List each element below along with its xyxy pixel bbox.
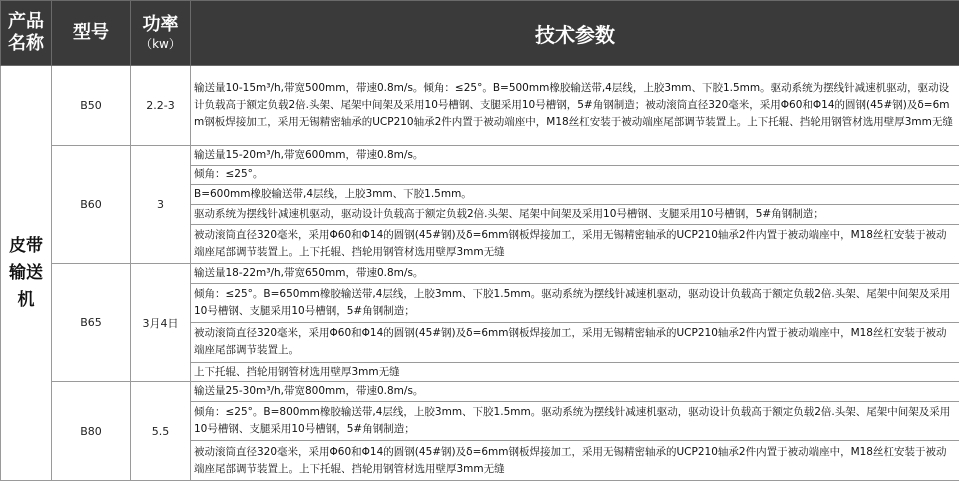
header-product-name: 产品 名称 (1, 1, 52, 66)
param-cell: 驱动系统为摆线针减速机驱动，驱动设计负载高于额定负载2倍.头架、尾架中间架及采用10号槽钢、支腿采用10号槽钢，5#角钢制造； (191, 204, 959, 224)
param-cell: 倾角：≤25°。 (191, 165, 959, 185)
table-row (1, 66, 959, 146)
header-power-unit: （kw） (140, 37, 181, 51)
header-row (1, 1, 959, 66)
power-cell: 2.2-3 (131, 66, 191, 146)
param-cell: 倾角：≤25°。B=800mm橡胶输送带,4层线，上胶3mm、下胶1.5mm。驱动系统为摆线针减速机驱动，驱动设计负载高于额定负载2倍.头架、尾架中间架及采用10号槽钢、支腿采用10号槽钢，5#角钢制造； (191, 402, 959, 441)
header-power: 功率 （kw） (131, 1, 191, 66)
table-row (1, 145, 959, 165)
category-belt-conveyor: 皮带 输送 机 (1, 66, 52, 481)
table-row (1, 382, 959, 402)
param-cell: 输送量25-30m³/h,带宽800mm，带速0.8m/s。 (191, 382, 959, 402)
param-cell: 上下托辊、挡轮用钢管材选用壁厚3mm无缝 (191, 362, 959, 382)
param-cell: 输送量15-20m³/h,带宽600mm，带速0.8m/s。 (191, 145, 959, 165)
header-tech-params: 技术参数 (191, 1, 959, 66)
model-cell: B80 (52, 382, 131, 481)
power-cell: 3月4日 (131, 264, 191, 382)
model-cell: B50 (52, 66, 131, 146)
power-cell: 3 (131, 145, 191, 263)
param-cell: 输送量18-22m³/h,带宽650mm，带速0.8m/s。 (191, 264, 959, 284)
model-cell: B65 (52, 264, 131, 382)
param-cell: 被动滚筒直径320毫米，采用Φ60和Φ14的圆钢(45#钢)及δ=6mm钢板焊接加工，采用无锡精密轴承的UCP210轴承2件内置于被动端座中，M18丝杠安装于被动端座尾部调节装置上。 (191, 323, 959, 362)
param-cell: 输送量10-15m³/h,带宽500mm，带速0.8m/s。倾角：≤25°。B=500mm橡胶输送带,4层线，上胶3mm、下胶1.5mm。驱动系统为摆线针减速机驱动，驱动设计负载高于额定负载2倍.头架、尾架中间架及采用10号槽钢、支腿采用10号槽钢，5#角钢制造；被动滚筒直径320毫米，采用Φ60和Φ14的圆钢(45#钢)及δ=6mm钢板焊接加工，采用无锡精密轴承的UCP210轴承2件内置于被动端座中，M18丝杠安装于被动端座尾部调节装置上。上下托辊、挡轮用钢管材选用壁厚3mm无缝 (191, 66, 959, 146)
power-cell: 5.5 (131, 382, 191, 481)
table-row (1, 264, 959, 284)
param-cell: B=600mm橡胶输送带,4层线，上胶3mm、下胶1.5mm。 (191, 185, 959, 205)
param-cell: 倾角：≤25°。B=650mm橡胶输送带,4层线，上胶3mm、下胶1.5mm。驱动系统为摆线针减速机驱动，驱动设计负载高于额定负载2倍.头架、尾架中间架及采用10号槽钢、支腿采用10号槽钢，5#角钢制造； (191, 283, 959, 322)
model-cell: B60 (52, 145, 131, 263)
param-cell: 被动滚筒直径320毫米，采用Φ60和Φ14的圆钢(45#钢)及δ=6mm钢板焊接加工，采用无锡精密轴承的UCP210轴承2件内置于被动端座中，M18丝杠安装于被动端座尾部调节装置上。上下托辊、挡轮用钢管材选用壁厚3mm无缝 (191, 441, 959, 481)
param-cell: 被动滚筒直径320毫米，采用Φ60和Φ14的圆钢(45#钢)及δ=6mm钢板焊接加工，采用无锡精密轴承的UCP210轴承2件内置于被动端座中，M18丝杠安装于被动端座尾部调节装置上。上下托辊、挡轮用钢管材选用壁厚3mm无缝 (191, 224, 959, 263)
header-model: 型号 (52, 1, 131, 66)
